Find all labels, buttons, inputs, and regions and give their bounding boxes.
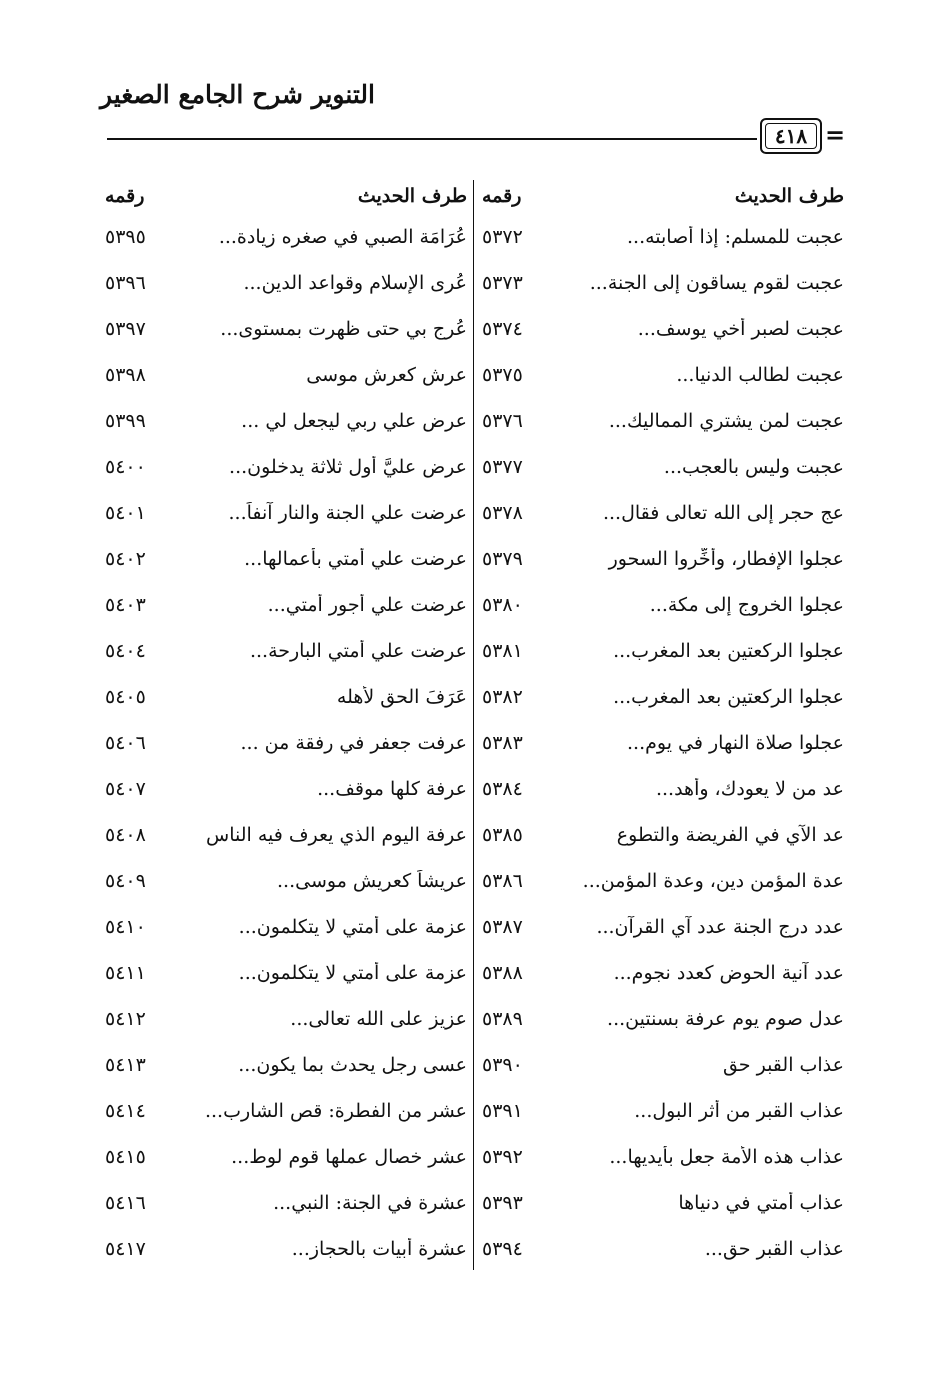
hadith-text: عرفة كلها موقف... [317, 778, 467, 800]
hadith-text: عجبت لقوم يساقون إلى الجنة... [589, 272, 844, 294]
hadith-number: ٥٤١٧ [105, 1238, 146, 1260]
index-entry [105, 996, 467, 1042]
hadith-number: ٥٣٨٥ [482, 824, 523, 846]
hadith-text: عجلوا الركعتين بعد المغرب... [613, 640, 844, 662]
index-entry [105, 1134, 467, 1180]
hadith-number: ٥٣٨٨ [482, 962, 523, 984]
hadith-number: ٥٤٠٢ [105, 548, 146, 570]
hadith-number: ٥٣٨٢ [482, 686, 523, 708]
hadith-text: عدل صوم يوم عرفة بسنتين... [607, 1008, 844, 1030]
hadith-number: ٥٣٨٣ [482, 732, 523, 754]
hadith-text: عدد درج الجنة عدد آي القرآن... [596, 916, 844, 938]
index-entry [105, 766, 467, 812]
index-entry [105, 950, 467, 996]
index-entry [482, 766, 844, 812]
hadith-number: ٥٣٨١ [482, 640, 523, 662]
page-number: ٤١٨ [765, 123, 817, 149]
index-entry [482, 996, 844, 1042]
index-entry [105, 674, 467, 720]
index-entry [482, 306, 844, 352]
hadith-number: ٥٣٧٢ [482, 226, 523, 248]
hadith-text: عرفة اليوم الذي يعرف فيه الناس [206, 824, 467, 846]
hadith-number: ٥٣٧٦ [482, 410, 523, 432]
left-column [105, 178, 467, 1272]
hadith-number: ٥٤١٠ [105, 916, 146, 938]
hadith-text: عُرج بي حتى ظهرت بمستوى... [220, 318, 467, 340]
hadith-text: عرض عليَّ أول ثلاثة يدخلون... [229, 456, 467, 478]
index-entry [105, 1042, 467, 1088]
hadith-text: عجلوا الخروج إلى مكة... [649, 594, 844, 616]
index-entry [105, 1226, 467, 1272]
index-entry [105, 352, 467, 398]
hadith-text: عدة المؤمن دين، وعدة المؤمن... [582, 870, 844, 892]
hadith-number: ٥٣٨٠ [482, 594, 523, 616]
hadith-number: ٥٤١٦ [105, 1192, 146, 1214]
index-entry [105, 1088, 467, 1134]
hadith-text: عذاب هذه الأمة جعل بأيديها... [609, 1146, 844, 1168]
hadith-number: ٥٣٩٥ [105, 226, 146, 248]
page-number-box [760, 118, 822, 154]
index-entry [482, 260, 844, 306]
hadith-text: عشرة أبيات بالحجاز... [291, 1238, 467, 1260]
hadith-text: عزمة على أمتي لا يتكلمون... [238, 916, 467, 938]
column-divider [473, 180, 474, 1270]
index-entry [105, 582, 467, 628]
hadith-number: ٥٣٧٤ [482, 318, 523, 340]
hadith-text: عرضت علي أجور أمتي... [267, 594, 467, 616]
hadith-number: ٥٤١٢ [105, 1008, 146, 1030]
hadith-number: ٥٣٧٨ [482, 502, 523, 524]
index-entry [105, 490, 467, 536]
hadith-text: عشر من الفطرة: قص الشارب... [204, 1100, 467, 1122]
right-column-header [482, 178, 844, 214]
hadith-text: عَرَفَ الحق لأهله [336, 686, 467, 708]
index-entry [482, 490, 844, 536]
hadith-text: عرفت جعفر في رفقة من ... [240, 732, 467, 754]
index-entry [482, 858, 844, 904]
header-rule [107, 138, 757, 140]
text-header: طرف الحديث [357, 185, 467, 207]
index-entry [482, 950, 844, 996]
hadith-text: عُرى الإسلام وقواعد الدين... [243, 272, 467, 294]
hadith-text: عجبت لمن يشتري المماليك... [608, 410, 844, 432]
hadith-text: عذاب القبر من أثر البول... [634, 1100, 844, 1122]
hadith-text: عزيز على الله تعالى... [290, 1008, 467, 1030]
hadith-text: عرضت علي أمتي بأعمالها... [244, 548, 467, 570]
hadith-number: ٥٣٩٣ [482, 1192, 523, 1214]
hadith-number: ٥٣٨٩ [482, 1008, 523, 1030]
book-title: التنوير شرح الجامع الصغير [100, 80, 375, 109]
index-entry [105, 720, 467, 766]
index-entry [482, 674, 844, 720]
hadith-number: ٥٣٧٥ [482, 364, 523, 386]
left-column-header [105, 178, 467, 214]
index-entry [105, 398, 467, 444]
index-entry [105, 858, 467, 904]
index-entry [482, 1088, 844, 1134]
hadith-number: ٥٣٨٤ [482, 778, 523, 800]
text-header: طرف الحديث [734, 185, 844, 207]
hadith-number: ٥٣٧٩ [482, 548, 523, 570]
hadith-number: ٥٣٩٤ [482, 1238, 523, 1260]
hadith-text: عجلوا صلاة النهار في يوم... [627, 732, 844, 754]
index-entry [105, 812, 467, 858]
index-entry [105, 536, 467, 582]
hadith-number: ٥٣٩٢ [482, 1146, 523, 1168]
number-header: رقمه [105, 185, 145, 207]
index-entry [482, 1226, 844, 1272]
index-entry [482, 444, 844, 490]
number-header: رقمه [482, 185, 522, 207]
hadith-number: ٥٤٠١ [105, 502, 146, 524]
index-entry [482, 904, 844, 950]
hadith-number: ٥٣٩٠ [482, 1054, 523, 1076]
hadith-number: ٥٣٨٧ [482, 916, 523, 938]
hadith-text: عذاب القبر حق [722, 1054, 844, 1076]
hadith-text: عجبت وليس بالعجب... [663, 456, 844, 478]
hadith-number: ٥٣٩١ [482, 1100, 523, 1122]
hadith-text: عدد آنية الحوض كعدد نجوم... [613, 962, 844, 984]
hadith-number: ٥٤٠٩ [105, 870, 146, 892]
index-entry [482, 628, 844, 674]
hadith-text: عد الآي في الفريضة والتطوع [616, 824, 844, 846]
hadith-number: ٥٤١١ [105, 962, 146, 984]
index-entry [482, 812, 844, 858]
hadith-text: عُرَامَة الصبي في صغره زيادة... [218, 226, 467, 248]
hadith-number: ٥٣٩٨ [105, 364, 146, 386]
hadith-number: ٥٣٨٦ [482, 870, 523, 892]
hadith-text: عجلوا الإفطار، وأخِّروا السحور [608, 548, 844, 570]
hadith-number: ٥٣٩٧ [105, 318, 146, 340]
hadith-text: عج حجر إلى الله تعالى فقال... [602, 502, 844, 524]
hadith-text: عسى رجل يحدث بما يكون... [238, 1054, 467, 1076]
hadith-text: عزمة على أمتي لا يتكلمون... [238, 962, 467, 984]
hadith-number: ٥٣٩٩ [105, 410, 146, 432]
index-entry [105, 214, 467, 260]
index-entry [105, 260, 467, 306]
hadith-number: ٥٤٠٥ [105, 686, 146, 708]
index-entry [105, 1180, 467, 1226]
hadith-number: ٥٤٠٤ [105, 640, 146, 662]
right-column [482, 178, 844, 1272]
index-entry [482, 352, 844, 398]
page-marker: = [825, 120, 846, 149]
hadith-number: ٥٤٠٠ [105, 456, 146, 478]
hadith-text: عجبت لصبر أخي يوسف... [637, 318, 844, 340]
hadith-text: عجبت للمسلم: إذا أصابته... [626, 226, 844, 248]
hadith-number: ٥٣٧٣ [482, 272, 523, 294]
hadith-text: عرضت علي الجنة والنار آنفاً... [228, 502, 467, 524]
index-entry [482, 1134, 844, 1180]
index-entry [105, 904, 467, 950]
hadith-text: عذاب أمتي في دنياها [678, 1192, 844, 1214]
hadith-number: ٥٣٩٦ [105, 272, 146, 294]
hadith-text: عرضت علي أمتي البارحة... [249, 640, 467, 662]
index-entry [105, 444, 467, 490]
hadith-number: ٥٤٠٧ [105, 778, 146, 800]
index-entry [105, 306, 467, 352]
hadith-number: ٥٤٠٨ [105, 824, 146, 846]
index-entry [482, 1180, 844, 1226]
hadith-text: عشر خصال عملها قوم لوط... [231, 1146, 467, 1168]
index-entry [482, 582, 844, 628]
index-entry [105, 628, 467, 674]
hadith-number: ٥٤١٣ [105, 1054, 146, 1076]
hadith-text: عد من لا يعودك، وأهد... [655, 778, 844, 800]
hadith-number: ٥٤١٥ [105, 1146, 146, 1168]
hadith-number: ٥٤٠٣ [105, 594, 146, 616]
index-entry [482, 536, 844, 582]
hadith-text: عريشاً كعريش موسى... [277, 870, 467, 892]
hadith-text: عجلوا الركعتين بعد المغرب... [613, 686, 844, 708]
index-entry [482, 398, 844, 444]
hadith-text: عرض علي ربي ليجعل لي ... [241, 410, 467, 432]
hadith-text: عجبت لطالب الدنيا... [676, 364, 844, 386]
hadith-number: ٥٣٧٧ [482, 456, 523, 478]
index-entry [482, 1042, 844, 1088]
index-entry [482, 720, 844, 766]
hadith-number: ٥٤٠٦ [105, 732, 146, 754]
index-entry [482, 214, 844, 260]
hadith-text: عرش كعرش موسى [306, 364, 467, 386]
hadith-number: ٥٤١٤ [105, 1100, 146, 1122]
hadith-text: عذاب القبر حق... [704, 1238, 844, 1260]
hadith-text: عشرة في الجنة: النبي... [273, 1192, 467, 1214]
